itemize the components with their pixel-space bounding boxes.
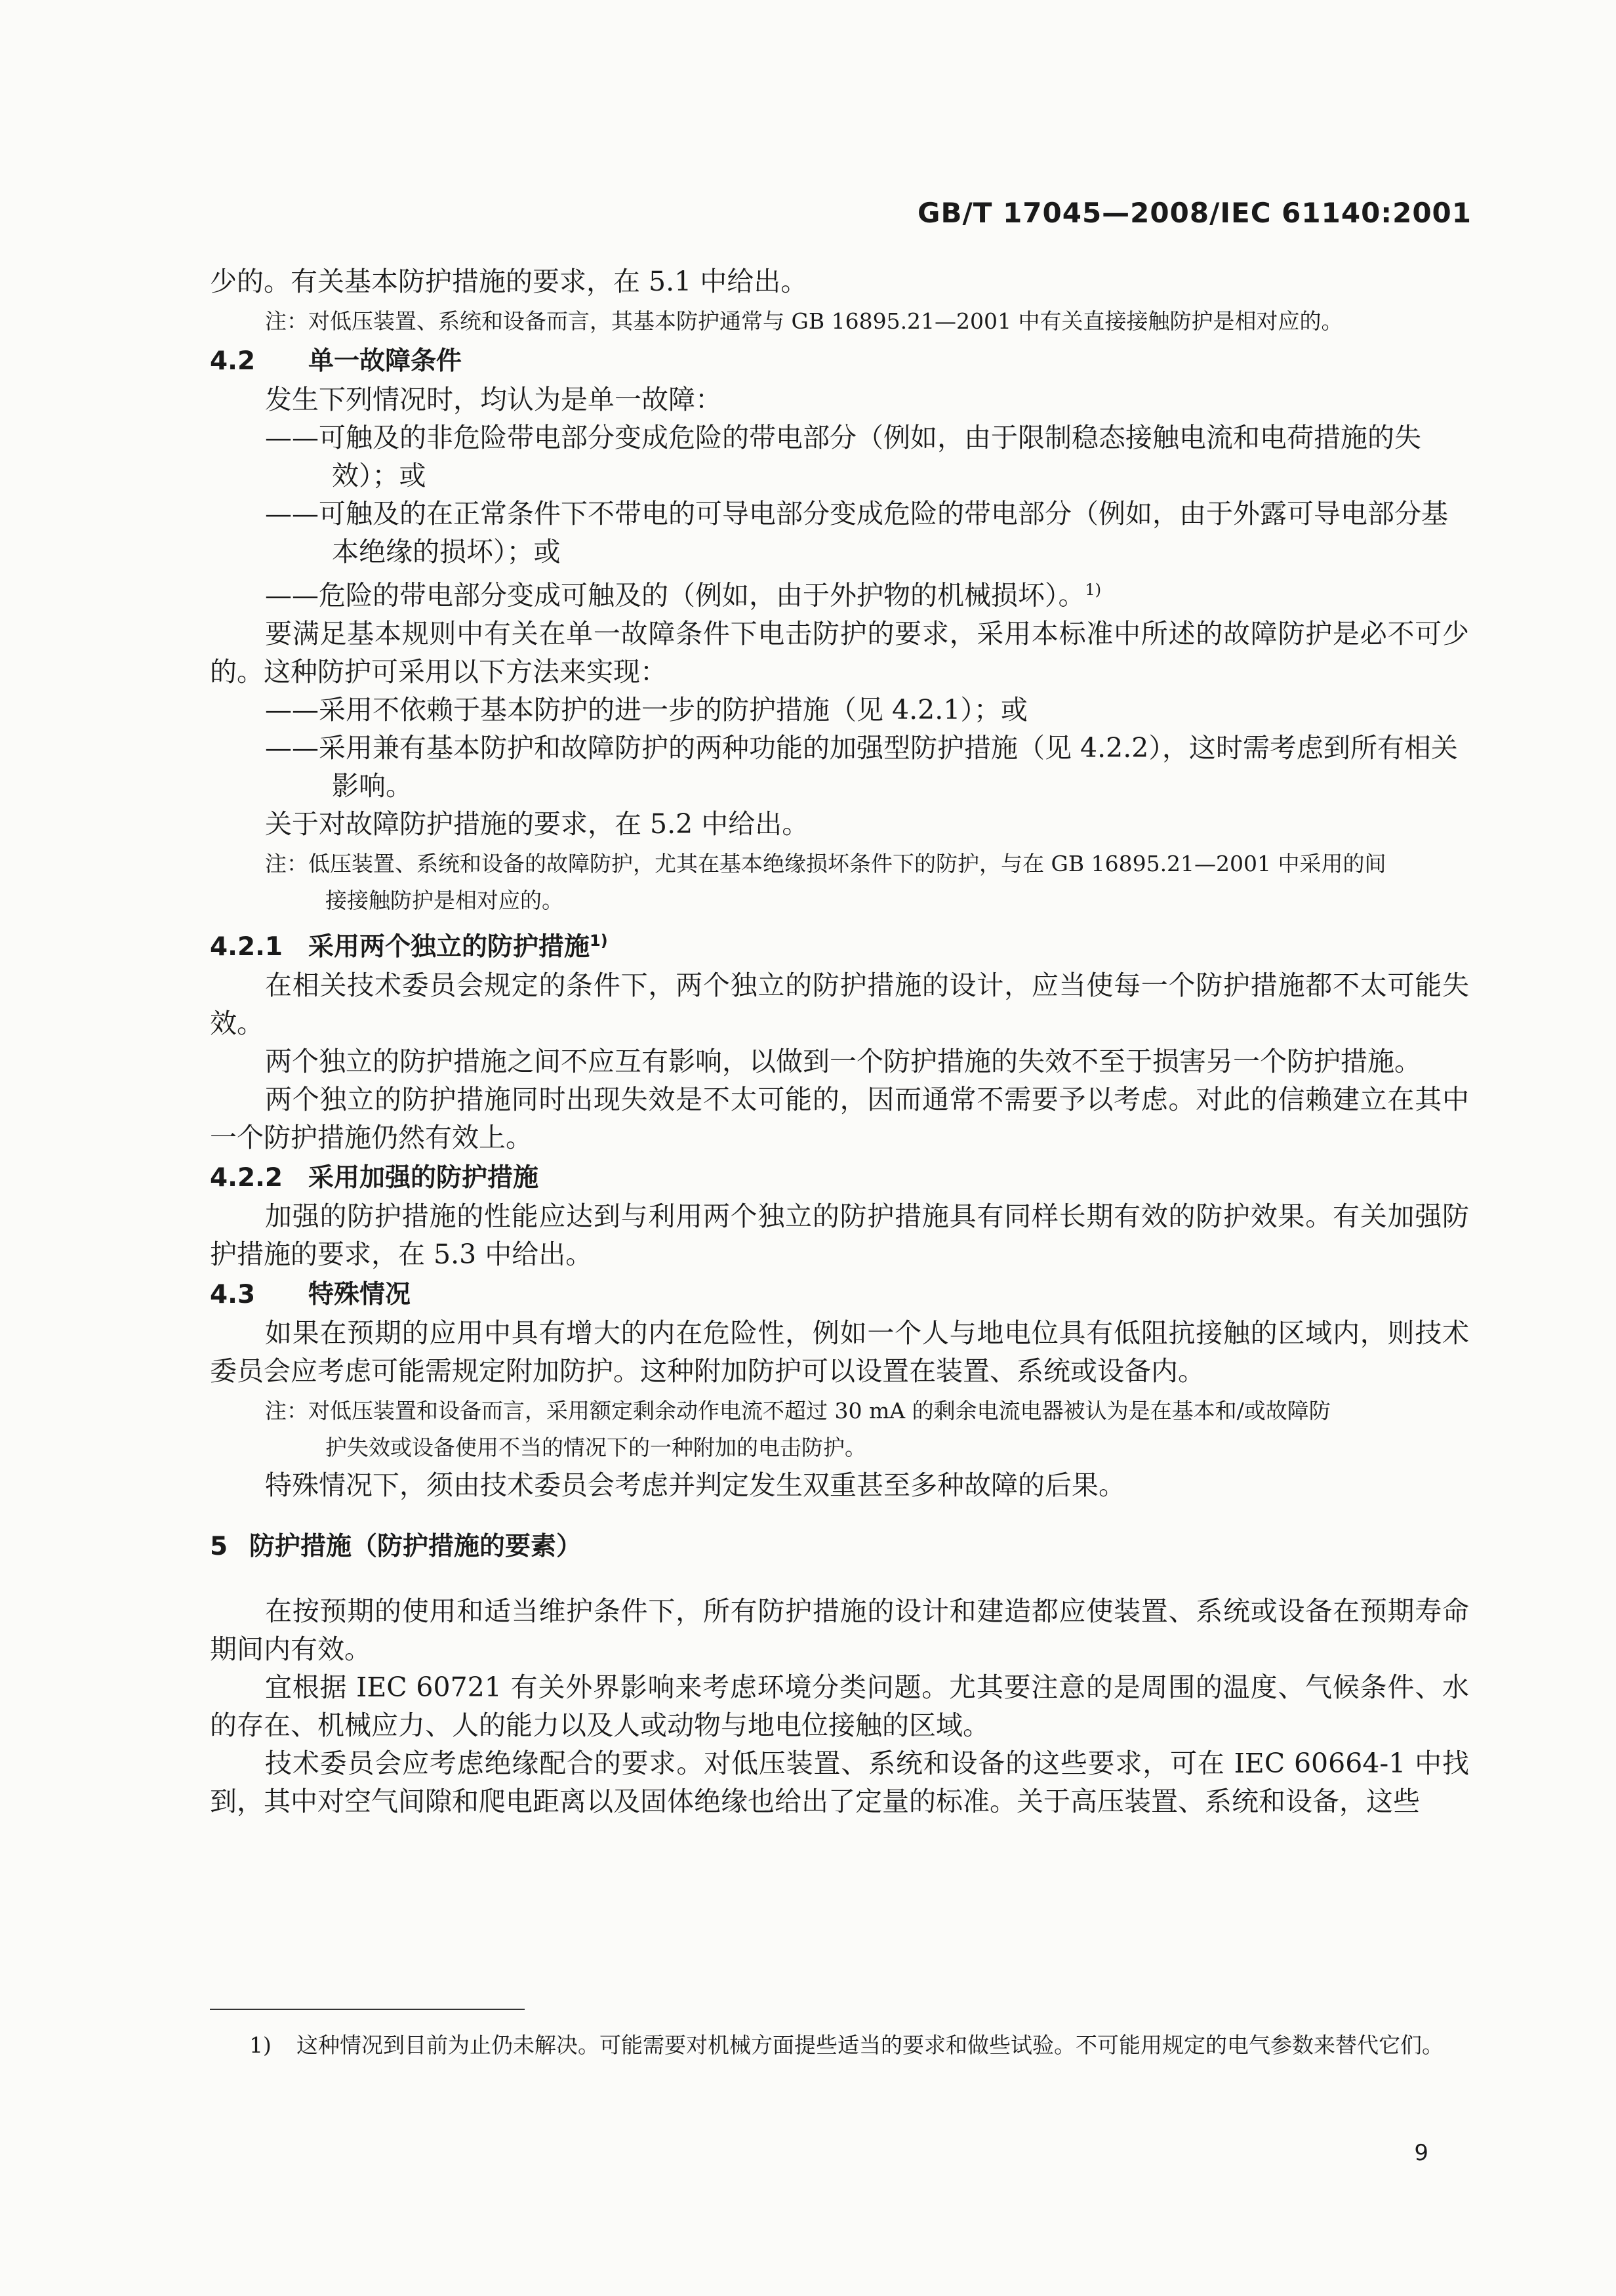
section-heading-4-2-2: [210, 1159, 1469, 1197]
note: [210, 1393, 1469, 1466]
footnote-reference: 1): [1085, 581, 1102, 599]
section-title: 采用两个独立的防护措施: [308, 932, 590, 962]
paragraph: 发生下列情况时，均认为是单一故障：: [265, 384, 722, 415]
list-item: ——采用兼有基本防护和故障防护的两种功能的加强型防护措施（见 4.2.2），这时需考虑到所有相关影响。: [265, 731, 1458, 802]
footnote: [249, 2027, 1469, 2064]
paragraph: 技术委员会应考虑绝缘配合的要求。对低压装置、系统和设备的这些要求，可在 IEC 60664-1 中找到，其中对空气间隙和爬电距离以及固体绝缘也给出了定量的标准。关于高压装置、系统和设备，这些: [210, 1747, 1469, 1817]
section-heading-4-3: [210, 1276, 1469, 1314]
paragraph: 两个独立的防护措施同时出现失效是不太可能的，因而通常不需要予以考虑。对此的信赖建立在其中一个防护措施仍然有效上。: [210, 1083, 1469, 1153]
section-heading-4-2: [210, 342, 1469, 380]
paragraph: 要满足基本规则中有关在单一故障条件下电击防护的要求，采用本标准中所述的故障防护是必不可少的。这种防护可采用以下方法来实现：: [210, 617, 1469, 687]
note: 注：对低压装置、系统和设备而言，其基本防护通常与 GB 16895.21—2001 中有关直接接触防护是相对应的。: [265, 308, 1343, 334]
section-number: 5: [210, 1531, 228, 1561]
footnote-mark: 1): [249, 2032, 272, 2058]
footnote-text: 这种情况到目前为止仍未解决。可能需要对机械方面提些适当的要求和做些试验。不可能用规定的电气参数来替代它们。: [296, 2032, 1444, 2058]
list-item: ——可触及的在正常条件下不带电的可导电部分变成危险的带电部分（例如，由于外露可导电部分基本绝缘的损坏）；或: [265, 498, 1448, 567]
paragraph: 加强的防护措施的性能应达到与利用两个独立的防护措施具有同样长期有效的防护效果。有关加强防护措施的要求，在 5.3 中给出。: [210, 1200, 1469, 1270]
section-heading-4-2-1: [210, 922, 1469, 966]
section-heading-5: [210, 1528, 1469, 1566]
section-title: 特殊情况: [308, 1279, 411, 1309]
section-number: 4.3: [210, 1279, 256, 1309]
note: [210, 846, 1469, 919]
page-number: 9: [1414, 2140, 1428, 2166]
footnote-reference: 1): [590, 931, 608, 950]
section-title: 防护措施（防护措施的要素）: [249, 1531, 582, 1561]
section-number: 4.2: [210, 346, 256, 376]
paragraph: 特殊情况下，须由技术委员会考虑并判定发生双重甚至多种故障的后果。: [265, 1469, 1125, 1501]
section-title: 采用加强的防护措施: [308, 1162, 539, 1193]
list-item: [210, 571, 1469, 615]
note-line: 注：对低压装置和设备而言，采用额定剩余动作电流不超过 30 mA 的剩余电流电器被认为是在基本和/或故障防: [265, 1397, 1331, 1424]
paragraph: 在按预期的使用和适当维护条件下，所有防护措施的设计和建造都应使装置、系统或设备在预期寿命期间内有效。: [210, 1595, 1469, 1665]
paragraph: 宜根据 IEC 60721 有关外界影响来考虑环境分类问题。尤其要注意的是周围的温度、气候条件、水的存在、机械应力、人的能力以及人或动物与地电位接触的区域。: [210, 1671, 1469, 1741]
section-number: 4.2.1: [210, 932, 283, 962]
footnote-separator: [210, 2009, 525, 2010]
list-item: ——采用不依赖于基本防护的进一步的防护措施（见 4.2.1）；或: [265, 693, 1028, 726]
paragraph: 在相关技术委员会规定的条件下，两个独立的防护措施的设计，应当使每一个防护措施都不太可能失效。: [210, 969, 1469, 1039]
note-line: 护失效或设备使用不当的情况下的一种附加的电击防护。: [325, 1434, 866, 1460]
paragraph: 如果在预期的应用中具有增大的内在危险性，例如一个人与地电位具有低阻抗接触的区域内，则技术委员会应考虑可能需规定附加防护。这种附加防护可以设置在装置、系统或设备内。: [210, 1317, 1469, 1387]
section-title: 单一故障条件: [308, 346, 462, 376]
paragraph: 少的。有关基本防护措施的要求，在 5.1 中给出。: [210, 266, 808, 297]
note-line: 注：低压装置、系统和设备的故障防护，尤其在基本绝缘损坏条件下的防护，与在 GB 16895.21—2001 中采用的间: [265, 850, 1386, 876]
standard-code-header: GB/T 17045—2008/IEC 61140:2001: [917, 197, 1472, 229]
paragraph: 两个独立的防护措施之间不应互有影响，以做到一个防护措施的失效不至于损害另一个防护措施。: [265, 1045, 1421, 1077]
note-line: 接接触防护是相对应的。: [325, 887, 563, 913]
list-item-text: ——危险的带电部分变成可触及的（例如，由于外护物的机械损坏）。: [265, 579, 1085, 611]
section-number: 4.2.2: [210, 1162, 283, 1193]
paragraph: 关于对故障防护措施的要求，在 5.2 中给出。: [265, 808, 809, 840]
list-item: ——可触及的非危险带电部分变成危险的带电部分（例如，由于限制稳态接触电流和电荷措施的失效）；或: [265, 422, 1421, 491]
main-body: [210, 262, 1469, 1820]
